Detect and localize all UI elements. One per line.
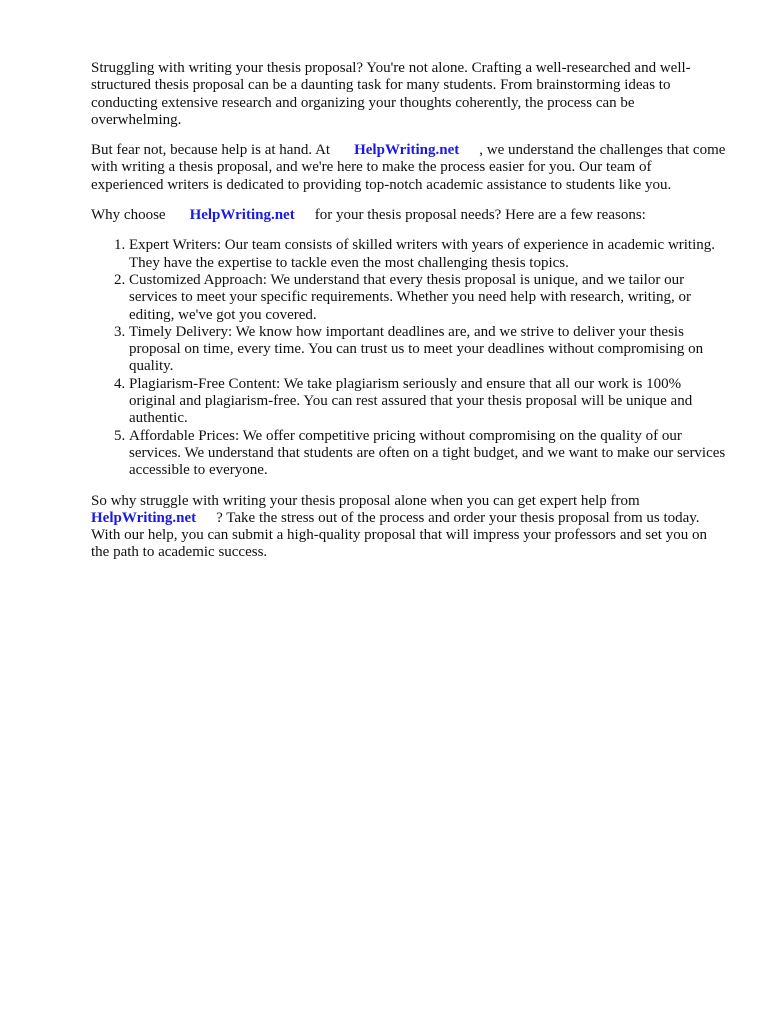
list-item: 5. Affordable Prices: We offer competitive pricing without compromising on the quality of our services. We understand that students are often on a tight budget, and we want to make our services accessible to everyone. [129,428,727,480]
why-choose-paragraph [91,207,727,224]
closing-text-after: ? Take the stress out of the process and order your thesis proposal from us today. With our help, you can submit a high-quality proposal that will impress your professors and set you on the path to academic success. [91,509,707,561]
helpwriting-link[interactable]: HelpWriting.net [354,142,460,159]
closing-paragraph [91,493,727,562]
reasons-list [91,237,727,479]
helpwriting-link[interactable]: HelpWriting.net [91,509,197,526]
intro-paragraph: Struggling with writing your thesis proposal? You're not alone. Crafting a well-researched and well-structured thesis proposal can be a daunting task for many students. From brainstorming ideas to conducting extensive research and organizing your thoughts coherently, the process can be overwhelming. [91,60,691,128]
help-at-hand-text-after: , we understand the challenges that come with writing a thesis proposal, and we're here to make the process easier for you. Our team of experienced writers is dedicated to providing top-notch academic assistance to students like you. [91,142,726,193]
list-item: 2. Customized Approach: We understand that every thesis proposal is unique, and we tailor our services to meet your specific requirements. Whether you need help with research, writing, or editing, we've got you covered. [129,272,727,324]
document-body [91,60,727,575]
why-choose-text-after: for your thesis proposal needs? Here are a few reasons: [314,207,646,224]
closing-text-before: So why struggle with writing your thesis proposal alone when you can get expert help from [91,492,640,509]
why-choose-text-before: Why choose [91,207,166,224]
list-item: 3. Timely Delivery: We know how important deadlines are, and we strive to deliver your thesis proposal on time, every time. You can trust us to meet your deadlines without compromising on quality. [129,324,727,376]
helpwriting-link[interactable]: HelpWriting.net [189,207,295,224]
list-item: 1. Expert Writers: Our team consists of skilled writers with years of experience in academic writing. They have the expertise to tackle even the most challenging thesis topics. [129,237,727,272]
help-at-hand-text-before: But fear not, because help is at hand. At [91,142,331,159]
help-at-hand-paragraph [91,142,727,194]
list-item: 4. Plagiarism-Free Content: We take plagiarism seriously and ensure that all our work is 100% original and plagiarism-free. You can rest assured that your thesis proposal will be unique and authentic. [129,376,727,428]
